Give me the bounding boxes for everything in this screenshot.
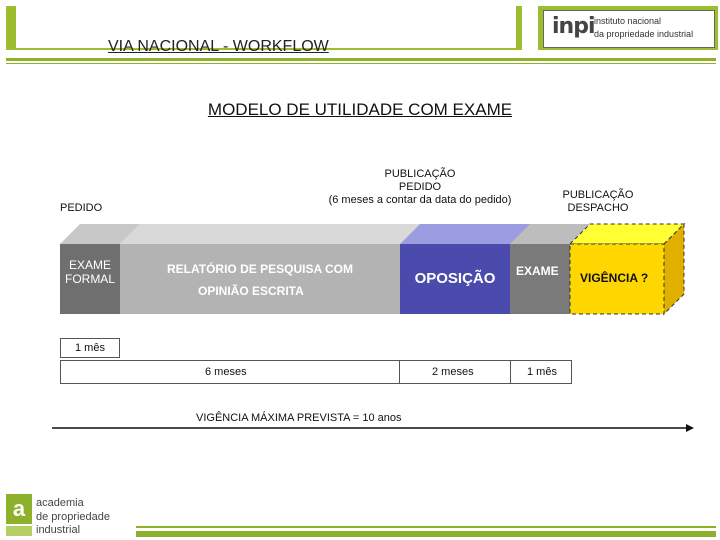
stage-vigencia [570,224,684,314]
duration-1-mes-b-text: 1 mês [527,366,557,378]
timeline-arrow [50,422,696,434]
duration-6-meses [60,360,400,384]
oposicao-label: OPOSIÇÃO [414,270,496,287]
header-title: VIA NACIONAL - WORKFLOW [108,38,329,55]
duration-1-mes [60,338,120,358]
relatorio-label: RELATÓRIO DE PESQUISA COM OPINIÃO ESCRITA [166,262,353,298]
label-pedido: PEDIDO [60,202,103,214]
exame-label: EXAME [516,264,559,278]
timeline-label: VIGÊNCIA MÁXIMA PREVISTA = 10 anos [196,412,402,424]
header-divider-thin [6,63,716,64]
inpi-logo-line2: da propriedade industrial [594,29,694,39]
inpi-logo-mark: inpi [552,14,595,39]
exame-formal-label: EXAME FORMAL [64,258,115,286]
academia-line3: industrial [36,524,81,536]
page-title: MODELO DE UTILIDADE COM EXAME [207,100,513,119]
duration-2-meses-text: 2 meses [432,366,474,378]
academia-line1: academia [36,497,84,509]
header-divider [6,58,716,61]
vigencia-label: VIGÊNCIA ? [580,271,649,285]
label-publicacao-pedido: PUBLICAÇÃO PEDIDO (6 meses a contar da data do pedido) [328,168,512,206]
inpi-logo-line1: instituto nacional [594,16,662,26]
footer-divider [136,526,716,528]
duration-2-meses [399,360,511,384]
academia-logo-mark: a [6,494,32,524]
duration-1-mes-b [510,360,572,384]
duration-1-mes-text: 1 mês [75,342,105,354]
duration-6-meses-text: 6 meses [205,366,247,378]
label-publicacao-despacho: PUBLICAÇÃO DESPACHO [562,189,634,214]
academia-logo-accent [6,526,32,536]
footer-divider-bold [136,531,716,537]
academia-line2: de propriedade [36,511,111,523]
